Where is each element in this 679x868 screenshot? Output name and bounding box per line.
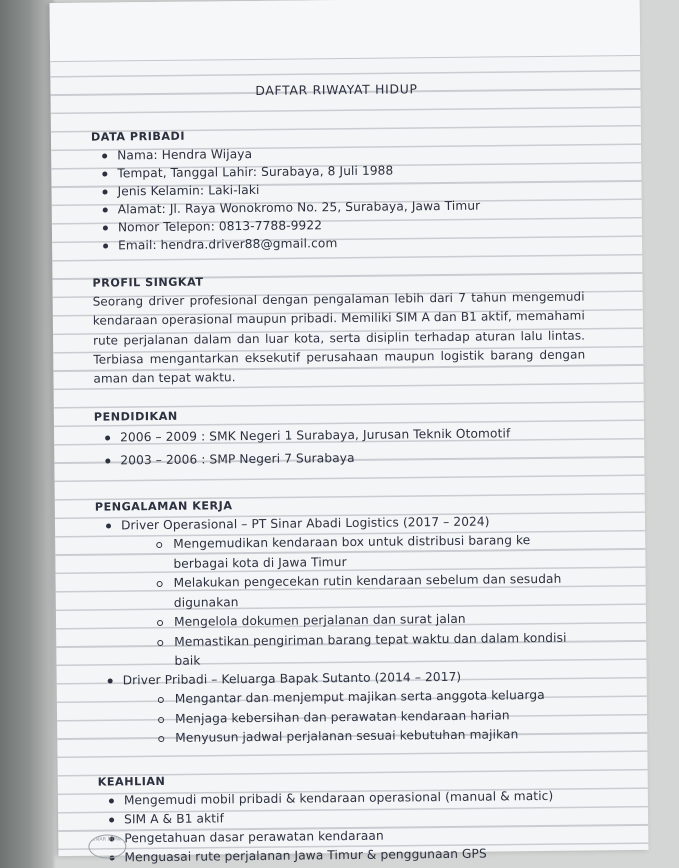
- experience-section: [95, 494, 590, 749]
- skill-item: Pengetahuan dasar perawatan kendaraan: [98, 824, 590, 848]
- profile-section: [92, 270, 585, 390]
- personal-name: Nama: Hendra Wijaya: [91, 142, 583, 165]
- job-title: Driver Operasional – PT Sinar Abadi Logistics (2017 – 2024): [120, 515, 490, 533]
- job-item: [95, 512, 589, 672]
- section-heading-personal: DATA PRIBADI: [90, 129, 186, 144]
- section-heading-skills: KEAHLIAN: [97, 774, 166, 789]
- personal-data-section: [91, 124, 584, 255]
- paper-header-margin: [50, 0, 641, 62]
- job-title: Driver Pribadi – Keluarga Bapak Sutanto (2014 – 2017): [122, 670, 462, 688]
- skill-item: Mengemudi mobil pribadi & kendaraan operasional (manual & matic): [98, 786, 590, 810]
- personal-email: Email: hendra.driver88@gmail.com: [92, 232, 584, 255]
- lined-paper-sheet: [50, 0, 649, 865]
- job-duty: Menyusun jadwal perjalanan sesuai kebutuhan majikan: [123, 725, 589, 749]
- skills-list: [98, 786, 591, 868]
- personal-gender: Jenis Kelamin: Laki-laki: [91, 178, 583, 201]
- job-duty: Memastikan pengiriman barang tepat waktu dan dalam kondisi baik: [122, 628, 588, 672]
- job-duty: Menjaga kebersihan dan perawatan kendaraan harian: [123, 705, 589, 729]
- skill-item: SIM A & B1 aktif: [98, 805, 590, 829]
- job-duties: [121, 531, 588, 672]
- job-duty: Mengantar dan menjemput majikan serta anggota keluarga: [123, 686, 589, 710]
- job-duty: Melakukan pengecekan rutin kendaraan sebelum dan sesudah digunakan: [122, 570, 588, 614]
- skill-item: Menguasai rute perjalanan Jawa Timur & penggunaan GPS: [98, 844, 590, 868]
- education-item: 2003 – 2006 : SMP Negeri 7 Surabaya: [94, 445, 586, 473]
- section-heading-education: PENDIDIKAN: [93, 410, 178, 425]
- education-item: 2006 – 2009 : SMK Negeri 1 Surabaya, Jurusan Teknik Otomotif: [94, 422, 586, 450]
- section-heading-profile: PROFIL SINGKAT: [92, 275, 204, 290]
- education-list: [94, 422, 586, 473]
- brand-stamp-logo: SINAR DUNIA: [88, 834, 126, 858]
- education-section: [94, 404, 587, 473]
- personal-phone: Nomor Telepon: 0813-7788-9922: [92, 214, 584, 237]
- section-heading-experience: PENGALAMAN KERJA: [94, 499, 233, 515]
- job-duties: [123, 686, 590, 749]
- profile-paragraph: Seorang driver profesional dengan pengalaman lebih dari 7 tahun mengemudi kendaraan operasional maupun pribadi. Memiliki SIM A dan B1 aktif, memahami rute perjalanan dalam dan luar kota, serta disiplin terhadap aturan lalu lintas. Terbiasa mengantarkan eksekutif perusahaan maupun logistik barang dengan aman dan tepat waktu.: [92, 289, 586, 386]
- document-title: DAFTAR RIWAYAT HIDUP: [255, 81, 418, 98]
- personal-data-list: [91, 142, 584, 255]
- personal-address: Alamat: Jl. Raya Wonokromo No. 25, Surabaya, Jawa Timur: [92, 196, 584, 219]
- resume-content: [90, 78, 590, 868]
- experience-list: [95, 512, 589, 749]
- job-duty: Mengelola dokumen perjalanan dan surat jalan: [122, 609, 588, 633]
- personal-birth: Tempat, Tanggal Lahir: Surabaya, 8 Juli 1988: [91, 160, 583, 183]
- job-duty: Mengemudikan kendaraan box untuk distribusi barang ke berbagai kota di Jawa Timur: [121, 531, 587, 575]
- job-item: [97, 667, 590, 749]
- skills-section: [98, 768, 591, 868]
